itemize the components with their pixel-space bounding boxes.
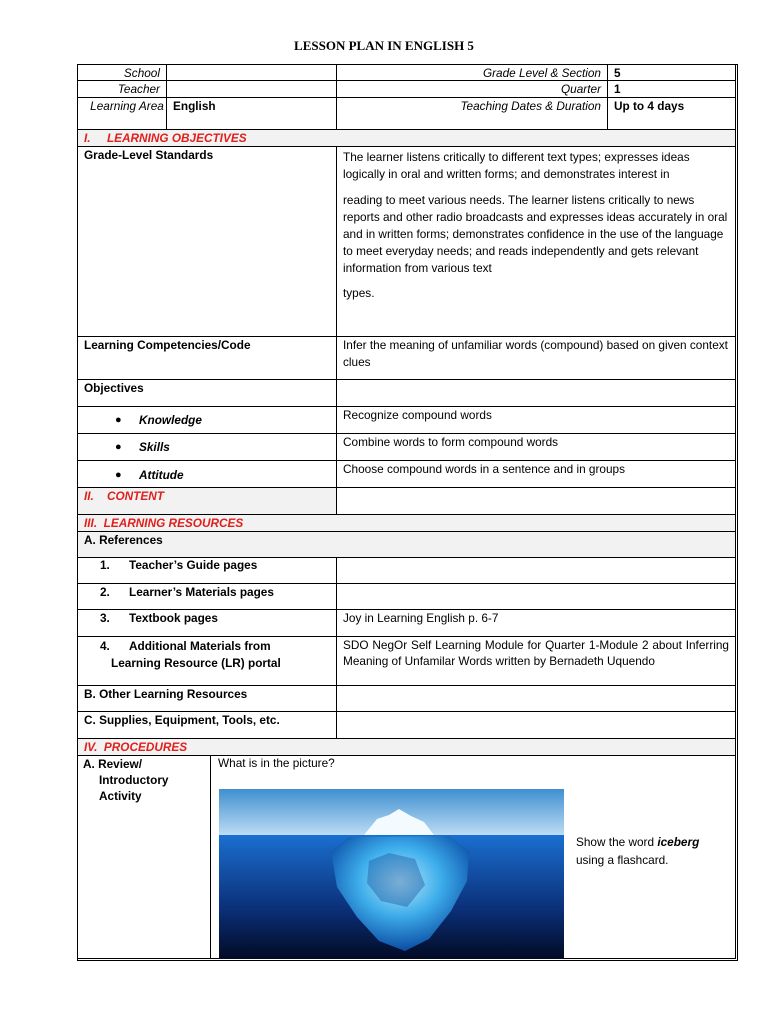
- iceberg-picture: [219, 789, 564, 959]
- standards-paragraph-1: The learner listens critically to different text types; expresses ideas logically in oral and written forms; and demonstrates interest in: [343, 150, 690, 181]
- objectives-label: Objectives: [77, 379, 337, 407]
- quarter-field[interactable]: 1: [607, 80, 736, 98]
- lm-value: [336, 583, 736, 610]
- flashcard-word: iceberg: [657, 835, 700, 849]
- skills-bullet: ●: [115, 441, 122, 453]
- knowledge-bullet: ●: [115, 414, 122, 426]
- knowledge-value: Recognize compound words: [336, 406, 736, 434]
- dates-label: Teaching Dates & Duration: [336, 97, 608, 130]
- review-label-line3: Activity: [99, 789, 142, 803]
- attitude-bullet: ●: [115, 469, 122, 481]
- attitude-label: Attitude: [139, 468, 184, 482]
- tg-number: 1.: [100, 558, 110, 572]
- standards-paragraph-3: types.: [343, 286, 375, 300]
- section-learning-resources: III. LEARNING RESOURCES: [77, 514, 736, 532]
- tb-label: Textbook pages: [129, 611, 218, 625]
- tb-value: Joy in Learning English p. 6-7: [336, 609, 736, 637]
- standards-value: [336, 146, 736, 337]
- page-title: LESSON PLAN IN ENGLISH 5: [294, 38, 474, 53]
- skills-label: Skills: [139, 440, 170, 454]
- supplies-label: C. Supplies, Equipment, Tools, etc.: [77, 711, 337, 739]
- dates-field[interactable]: Up to 4 days: [607, 97, 736, 130]
- standards-paragraph-2: reading to meet various needs. The learner listens critically to news reports and other radio broadcasts and expresses ideas accurately in oral and in written forms; demonstrates confidence in the use of the language to meet everyday needs; and reads independently and gets relevant information from various text: [343, 193, 728, 275]
- area-label: Learning Area: [77, 97, 167, 130]
- knowledge-label: Knowledge: [139, 413, 202, 427]
- grade-field[interactable]: 5: [607, 64, 736, 81]
- quarter-label: Quarter: [336, 80, 608, 98]
- other-resources-value: [336, 685, 736, 712]
- supplies-value: [336, 711, 736, 739]
- references-label: A. References: [77, 531, 736, 558]
- teacher-field[interactable]: [166, 80, 337, 98]
- am-value: SDO NegOr Self Learning Module for Quarter 1-Module 2 about Inferring Meaning of Unfamilar Words written by Bernadeth Uquendo: [336, 636, 736, 686]
- grade-label: Grade Level & Section: [336, 64, 608, 81]
- skills-value: Combine words to form compound words: [336, 433, 736, 461]
- section-content: II. CONTENT: [77, 487, 337, 515]
- review-label-line2: Introductory: [99, 773, 169, 787]
- school-field[interactable]: [166, 64, 337, 81]
- am-label-line2: Learning Resource (LR) portal: [111, 656, 281, 670]
- teacher-label: Teacher: [77, 80, 167, 98]
- lm-label: Learner’s Materials pages: [129, 585, 274, 599]
- tg-value: [336, 557, 736, 584]
- other-resources-label: B. Other Learning Resources: [77, 685, 337, 712]
- objectives-value: [336, 379, 736, 407]
- iceberg-image: [219, 789, 564, 959]
- attitude-value: Choose compound words in a sentence and in groups: [336, 460, 736, 488]
- competencies-label: Learning Competencies/Code: [77, 336, 337, 380]
- standards-label: Grade-Level Standards: [77, 146, 337, 337]
- review-question: What is in the picture?: [218, 756, 335, 770]
- content-value: [336, 487, 736, 515]
- section-learning-objectives: I. LEARNING OBJECTIVES: [77, 129, 736, 147]
- am-number: 4.: [100, 639, 110, 653]
- tg-label: Teacher’s Guide pages: [129, 558, 258, 572]
- flashcard-text-2: using a flashcard.: [576, 853, 669, 867]
- school-label: School: [77, 64, 167, 81]
- area-field[interactable]: English: [166, 97, 337, 130]
- lm-number: 2.: [100, 585, 110, 599]
- flashcard-instruction: [576, 833, 699, 869]
- am-label-line1: Additional Materials from: [129, 639, 271, 653]
- section-procedures: IV. PROCEDURES: [77, 738, 736, 756]
- flashcard-text-1: Show the word: [576, 835, 658, 849]
- tb-number: 3.: [100, 611, 110, 625]
- review-label-line1: A. Review/: [83, 757, 143, 771]
- review-label: [83, 756, 168, 804]
- competencies-value: Infer the meaning of unfamiliar words (compound) based on given context clues: [336, 336, 736, 380]
